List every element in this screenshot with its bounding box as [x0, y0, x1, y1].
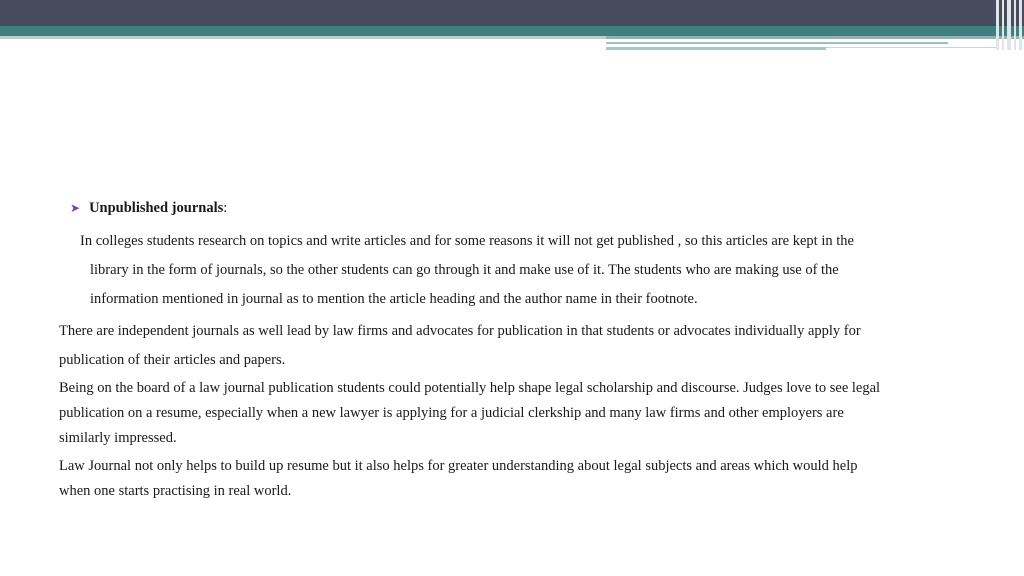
bullet-title: Unpublished journals	[89, 200, 224, 216]
paragraph-law-journal-benefits	[59, 454, 959, 504]
text-line: when one starts practising in real world.	[59, 483, 292, 499]
text-line: similarly impressed.	[59, 430, 177, 446]
text-line: library in the form of journals, so the other students can go through it and make use of it. The students who are making use of the	[90, 262, 839, 278]
paragraph-independent-journals	[59, 317, 959, 375]
arrow-bullet-icon: ➤	[70, 201, 81, 215]
text-line: Law Journal not only helps to build up resume but it also helps for greater understanding about legal subjects and areas which would help	[59, 458, 858, 474]
bullet-suffix: :	[223, 200, 228, 216]
text-line: publication of their articles and papers.	[59, 352, 286, 368]
bullet-heading	[70, 200, 227, 217]
text-line: information mentioned in journal as to mention the article heading and the author name in their footnote.	[90, 291, 698, 307]
text-line: publication on a resume, especially when a new lawyer is applying for a judicial clerkship and many law firms and other employers are	[59, 405, 844, 421]
paragraph-law-journal-board	[59, 376, 979, 451]
paragraph-unpublished	[80, 227, 960, 314]
text-line: Being on the board of a law journal publication students could potentially help shape legal scholarship and discourse. Judges love to see legal	[59, 380, 881, 396]
text-line: In colleges students research on topics and write articles and for some reasons it will not get published , so this articles are kept in the	[80, 233, 854, 249]
text-line: There are independent journals as well lead by law firms and advocates for publication in that students or advocates individually apply for	[59, 323, 861, 339]
